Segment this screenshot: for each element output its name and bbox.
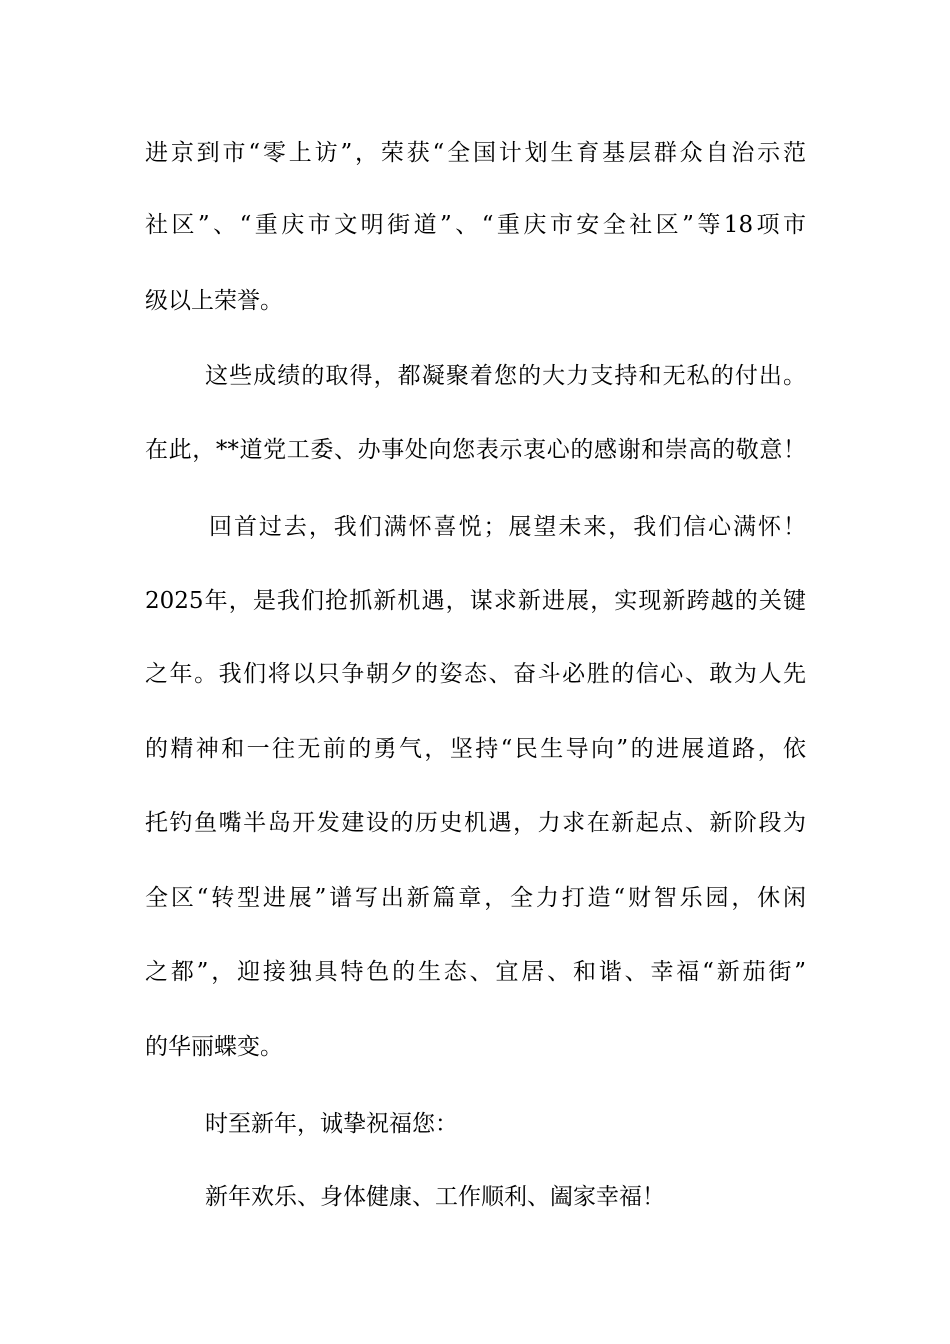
text-line-7: 2025年，是我们抢抓新机遇，谋求新进展，实现新跨越的关键	[145, 588, 806, 614]
text-line-6: 回首过去，我们满怀喜悦；展望未来，我们信心满怀！	[209, 514, 806, 540]
text-line-15: 新年欢乐、身体健康、工作顺利、阖家幸福！	[205, 1184, 665, 1210]
text-line-10: 托钓鱼嘴半岛开发建设的历史机遇，力求在新起点、新阶段为	[145, 810, 806, 836]
text-line-2: 社区”、“重庆市文明街道”、“重庆市安全社区”等18项市	[145, 212, 806, 238]
text-line-9: 的精神和一往无前的勇气，坚持“民生导向”的进展道路，依	[145, 736, 806, 762]
text-line-14: 时至新年，诚挚祝福您：	[205, 1111, 458, 1137]
text-line-4: 这些成绩的取得，都凝聚着您的大力支持和无私的付出。	[205, 363, 806, 389]
text-line-12: 之都”，迎接独具特色的生态、宜居、和谐、幸福“新茄街”	[145, 959, 806, 985]
text-line-13: 的华丽蝶变。	[145, 1034, 283, 1060]
text-line-1: 进京到市“零上访”，荣获“全国计划生育基层群众自治示范	[145, 140, 806, 166]
text-line-5: 在此，**道党工委、办事处向您表示衷心的感谢和崇高的敬意！	[145, 437, 806, 463]
text-line-11: 全区“转型进展”谱写出新篇章，全力打造“财智乐园，休闲	[145, 885, 806, 911]
text-line-8: 之年。我们将以只争朝夕的姿态、奋斗必胜的信心、敢为人先	[145, 661, 806, 687]
text-line-3: 级以上荣誉。	[145, 288, 283, 314]
